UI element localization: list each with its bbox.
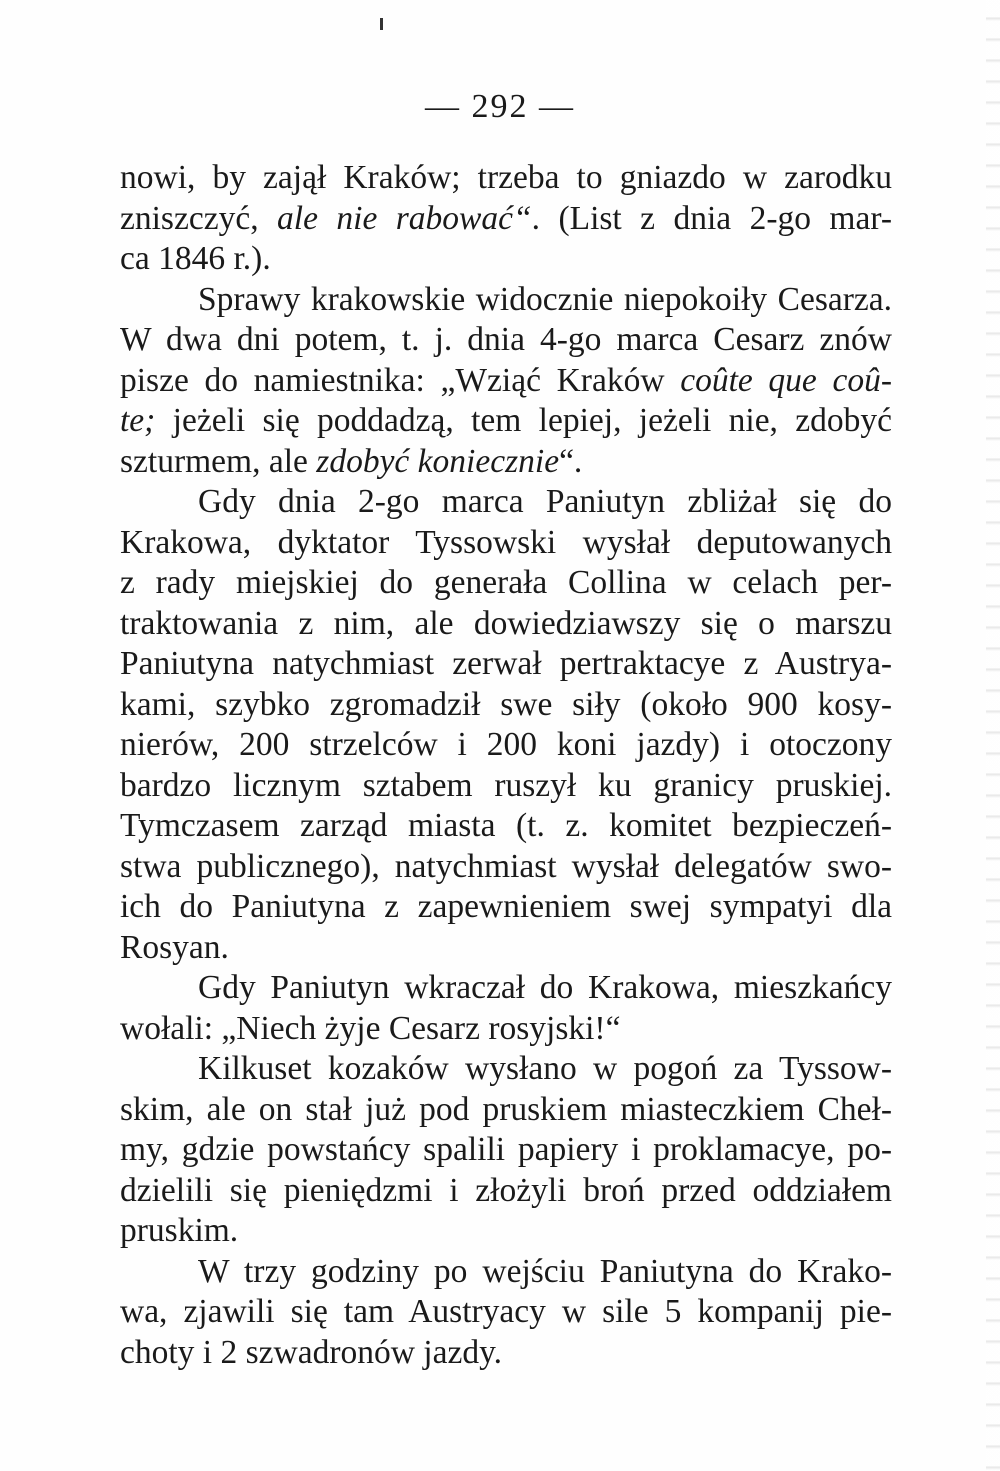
text-segment: choty i 2 szwadronów jazdy. xyxy=(120,1333,503,1371)
text-line xyxy=(120,482,892,523)
text-segment: traktowania z nim, ale dowiedziawszy się o marszu xyxy=(120,604,892,642)
text-segment: nowi, by zajął Kraków; trzeba to gniazdo w zarodku xyxy=(120,159,892,196)
text-line xyxy=(120,847,892,888)
text-segment: jeżeli się poddadzą, tem lepiej, jeżeli nie, zdobyć xyxy=(155,402,892,439)
text-line xyxy=(120,1009,892,1050)
text-line xyxy=(120,1333,892,1374)
italic-text: te; xyxy=(120,402,156,439)
text-segment: . (List z dnia 2-go mar- xyxy=(531,199,893,237)
text-line xyxy=(120,887,892,928)
text-line xyxy=(120,685,892,726)
text-line xyxy=(120,725,892,766)
text-line xyxy=(120,604,892,645)
text-segment: ca 1846 r.). xyxy=(120,240,271,277)
text-segment: wa, zjawili się tam Austryacy w sile 5 kompanij pie- xyxy=(120,1293,892,1330)
text-line xyxy=(120,158,892,199)
text-line xyxy=(120,928,892,969)
text-line xyxy=(120,442,892,483)
text-segment: skim, ale on stał już pod pruskiem miasteczkiem Cheł- xyxy=(120,1090,892,1128)
text-segment: dzielili się pieniędzmi i złożyli broń przed oddziałem xyxy=(120,1171,892,1209)
text-segment: W trzy godziny po wejściu Paniutyna do Krako- xyxy=(198,1252,892,1290)
text-segment: zniszczyć, xyxy=(120,199,278,237)
text-segment: Kilkuset kozaków wysłano w pogoń za Tyssow- xyxy=(198,1050,892,1087)
text-segment: Rosyan. xyxy=(120,928,229,966)
italic-text: zdobyć koniecznie xyxy=(316,442,560,480)
text-line xyxy=(120,361,892,402)
text-line xyxy=(120,644,892,685)
text-line xyxy=(120,1211,892,1252)
text-segment: Sprawy krakowskie widocznie niepokoiły Cesarza. xyxy=(198,280,892,318)
text-line xyxy=(120,280,892,321)
page-number: — 292 — xyxy=(425,88,575,125)
italic-text: coûte que coû- xyxy=(680,361,892,399)
text-line xyxy=(120,1090,892,1131)
text-line xyxy=(120,199,892,240)
text-segment: ich do Paniutyna z zapewnieniem swej sympatyi dla xyxy=(120,888,892,925)
text-line xyxy=(120,1049,892,1090)
text-segment: “. xyxy=(559,442,583,480)
text-line xyxy=(120,1171,892,1212)
text-segment: z rady miejskiej do generała Collina w celach per- xyxy=(120,564,892,601)
text-line xyxy=(120,968,892,1009)
text-segment: W dwa dni potem, t. j. dnia 4-go marca Cesarz znów xyxy=(120,321,892,358)
text-line xyxy=(120,1252,892,1293)
page-edge xyxy=(986,0,1000,1471)
text-segment: kami, szybko zgromadził swe siły (około 900 kosy- xyxy=(120,685,892,723)
text-segment: wołali: „Niech żyje Cesarz rosyjski!“ xyxy=(120,1009,621,1047)
text-line xyxy=(120,401,892,442)
text-segment: bardzo licznym sztabem ruszył ku granicy pruskiej. xyxy=(120,766,892,804)
body-text xyxy=(120,158,892,1373)
text-segment: Gdy dnia 2-go marca Paniutyn zbliżał się do xyxy=(198,483,892,520)
text-line xyxy=(120,320,892,361)
text-line xyxy=(120,766,892,807)
text-line xyxy=(120,806,892,847)
text-segment: Gdy Paniutyn wkraczał do Krakowa, mieszkańcy xyxy=(198,969,892,1006)
text-segment: szturmem, ale xyxy=(120,442,317,480)
text-segment: stwa publicznego), natychmiast wysłał delegatów swo- xyxy=(120,847,892,885)
text-segment: my, gdzie powstańcy spalili papiery i proklamacye, po- xyxy=(120,1131,892,1168)
text-line xyxy=(120,1292,892,1333)
text-line xyxy=(120,563,892,604)
text-segment: pruskim. xyxy=(120,1212,239,1249)
text-segment: Krakowa, dyktator Tyssowski wysłał deputowanych xyxy=(120,523,892,561)
text-segment: Paniutyna natychmiast zerwał pertraktacye z Austrya- xyxy=(120,645,892,682)
text-line xyxy=(120,523,892,564)
text-segment: pisze do namiestnika: „Wziąć Kraków xyxy=(120,361,681,399)
print-mark xyxy=(380,18,383,30)
text-line xyxy=(120,1130,892,1171)
text-segment: Tymczasem zarząd miasta (t. z. komitet bezpieczeń- xyxy=(120,807,892,844)
text-line xyxy=(120,239,892,280)
italic-text: ale nie rabować“ xyxy=(277,199,532,237)
text-segment: nierów, 200 strzelców i 200 koni jazdy) i otoczony xyxy=(120,726,892,763)
